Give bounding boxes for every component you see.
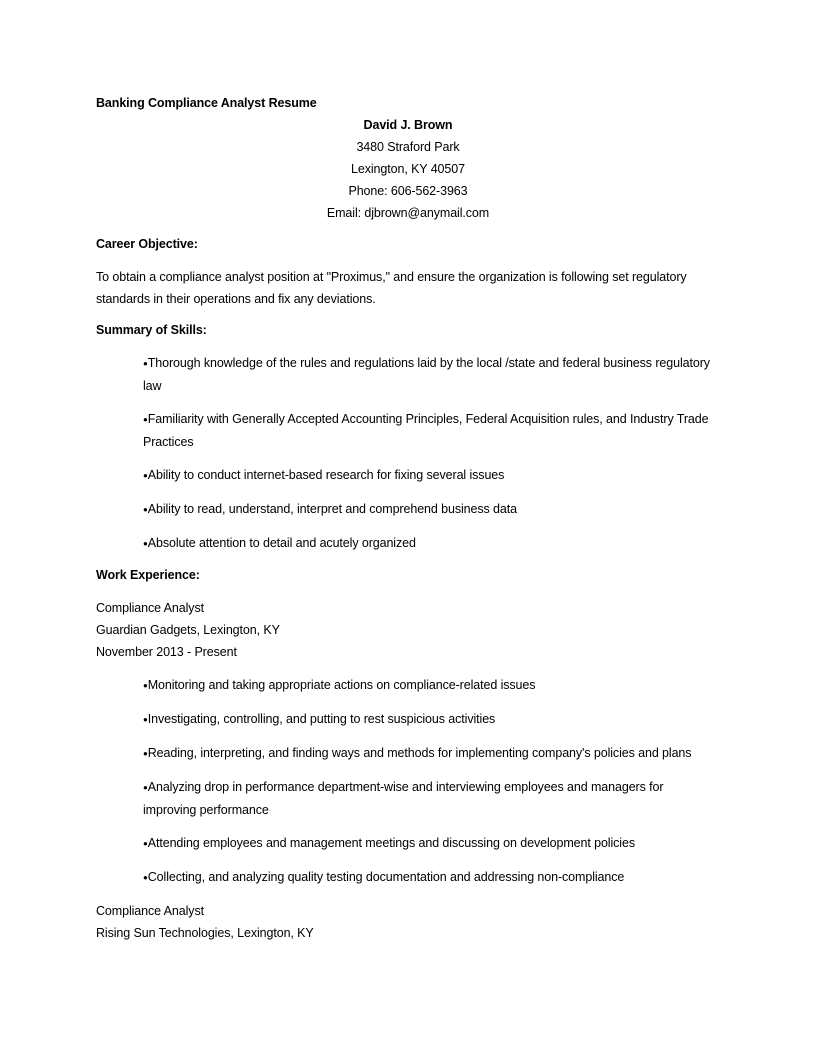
skill-item: ● Ability to read, understand, interpret and comprehend business data — [143, 498, 720, 521]
job-title: Compliance Analyst — [96, 601, 204, 615]
contact-address-line1: 3480 Straford Park — [356, 140, 460, 154]
contact-email: Email: djbrown@anymail.com — [326, 206, 490, 220]
job-dates: November 2013 - Present — [96, 645, 237, 659]
skills-heading: Summary of Skills: — [96, 323, 207, 337]
job-duty: ● Investigating, controlling, and putting to rest suspicious activities — [143, 708, 720, 731]
document-title: Banking Compliance Analyst Resume — [96, 96, 317, 110]
resume-page — [96, 92, 720, 944]
job-duty: ● Monitoring and taking appropriate actions on compliance-related issues — [143, 674, 720, 697]
job-title: Compliance Analyst — [96, 904, 204, 918]
skill-item: ● Ability to conduct internet-based research for fixing several issues — [143, 464, 720, 487]
contact-name: David J. Brown — [363, 118, 453, 132]
career-objective-heading: Career Objective: — [96, 237, 198, 251]
skill-item: ● Familiarity with Generally Accepted Accounting Principles, Federal Acquisition rules, and Industry Trade Practices — [143, 408, 720, 453]
job-duty: ● Reading, interpreting, and finding ways and methods for implementing company's policies and plans — [143, 742, 720, 765]
job-company: Rising Sun Technologies, Lexington, KY — [96, 926, 314, 940]
job-duty: ● Attending employees and management meetings and discussing on development policies — [143, 832, 720, 855]
job-company: Guardian Gadgets, Lexington, KY — [96, 623, 280, 637]
skill-item: ● Thorough knowledge of the rules and regulations laid by the local /state and federal business regulatory law — [143, 352, 720, 397]
job-duty: ● Analyzing drop in performance department-wise and interviewing employees and managers for improving performance — [143, 776, 720, 821]
contact-address-line2: Lexington, KY 40507 — [351, 162, 465, 176]
work-experience-heading: Work Experience: — [96, 568, 200, 582]
skill-item: ● Absolute attention to detail and acutely organized — [143, 532, 720, 555]
job-duty: ● Collecting, and analyzing quality testing documentation and addressing non-compliance — [143, 866, 720, 889]
career-objective-text: To obtain a compliance analyst position at "Proximus," and ensure the organization is following set regulatory standards in their operations and fix any deviations. — [96, 270, 687, 306]
contact-phone: Phone: 606-562-3963 — [348, 184, 468, 198]
